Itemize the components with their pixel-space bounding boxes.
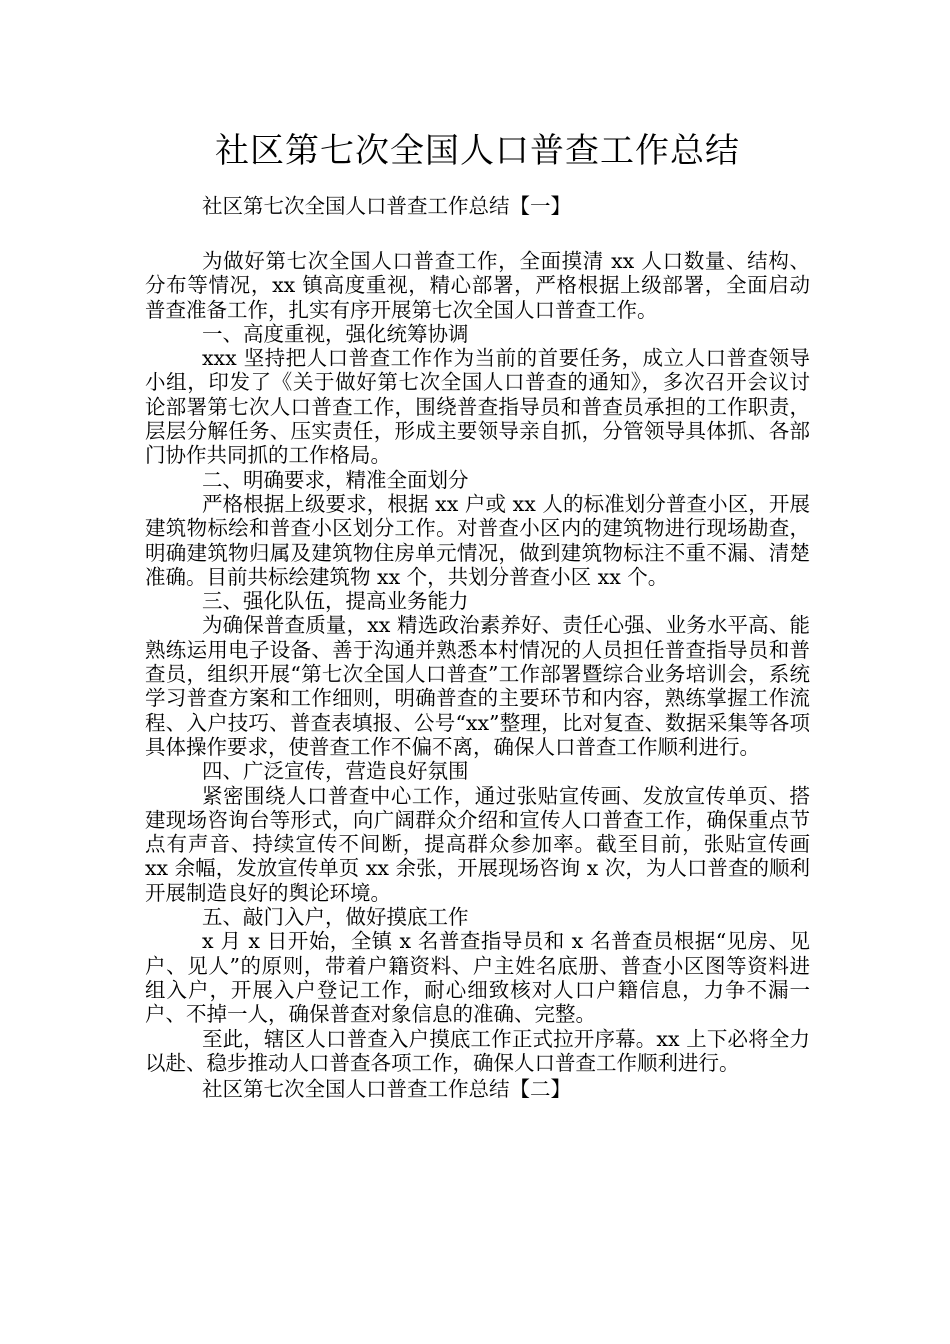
section-body-2: 严格根据上级要求，根据 xx 户或 xx 人的标准划分普查小区，开展建筑物标绘和普查小区划分工作。对普查小区内的建筑物进行现场勘查，明确建筑物归属及建筑物住房单元情况，做到建筑物标注不重不漏、清楚准确。目前共标绘建筑物 xx 个，共划分普查小区 xx 个。 xyxy=(145,491,810,589)
section-body-4: 紧密围绕人口普查中心工作，通过张贴宣传画、发放宣传单页、搭建现场咨询台等形式，向广阔群众介绍和宣传人口普查工作，确保重点节点有声音、持续宣传不间断，提高群众参加率。截至目前，张贴宣传画 xx 余幅，发放宣传单页 xx 余张，开展现场咨询 x 次，为人口普查的顺利开展制造良好的舆论环境。 xyxy=(145,783,810,905)
section-body-1: xxx 坚持把人口普查工作作为当前的首要任务，成立人口普查领导小组，印发了《关于做好第七次全国人口普查的通知》，多次召开会议讨论部署第七次人口普查工作，围绕普查指导员和普查员承担的工作职责，层层分解任务、压实责任，形成主要领导亲自抓，分管领导具体抓、各部门协作共同抓的工作格局。 xyxy=(145,346,810,468)
section-body-5: x 月 x 日开始，全镇 x 名普查指导员和 x 名普查员根据“见房、见户、见人”的原则，带着户籍资料、户主姓名底册、普查小区图等资料进组入户，开展入户登记工作，耐心细致核对人口户籍信息，力争不漏一户、不掉一人，确保普查对象信息的准确、完整。 xyxy=(145,929,810,1027)
section-heading-1: 一、高度重视，强化统筹协调 xyxy=(202,321,469,346)
section-body-3: 为确保普查质量，xx 精选政治素养好、责任心强、业务水平高、能熟练运用电子设备、善于沟通并熟悉本村情况的人员担任普查指导员和普查员，组织开展“第七次全国人口普查”工作部署暨综合业务培训会，系统学习普查方案和工作细则，明确普查的主要环节和内容，熟练掌握工作流程、入户技巧、普查表填报、公号“xx”整理，比对复查、数据采集等各项具体操作要求，使普查工作不偏不离，确保人口普查工作顺利进行。 xyxy=(145,613,810,759)
part-two-heading: 社区第七次全国人口普查工作总结【二】 xyxy=(202,1077,571,1102)
section-heading-4: 四、广泛宣传，营造良好氛围 xyxy=(202,759,469,784)
document-page xyxy=(145,128,810,1103)
section-heading-2: 二、明确要求，精准全面划分 xyxy=(202,467,469,492)
section-heading-3: 三、强化队伍，提高业务能力 xyxy=(202,589,469,614)
closing-paragraph: 至此，辖区人口普查入户摸底工作正式拉开序幕。xx 上下必将全力以赴、稳步推动人口普查各项工作，确保人口普查工作顺利进行。 xyxy=(145,1026,810,1075)
part-one-heading: 社区第七次全国人口普查工作总结【一】 xyxy=(202,194,571,218)
section-heading-5: 五、敲门入户，做好摸底工作 xyxy=(202,905,469,930)
document-title: 社区第七次全国人口普查工作总结 xyxy=(215,131,740,171)
intro-paragraph: 为做好第七次全国人口普查工作，全面摸清 xx 人口数量、结构、分布等情况，xx 镇高度重视，精心部署，严格根据上级部署，全面启动普查准备工作，扎实有序开展第七次全国人口普查工作。 xyxy=(145,249,810,322)
